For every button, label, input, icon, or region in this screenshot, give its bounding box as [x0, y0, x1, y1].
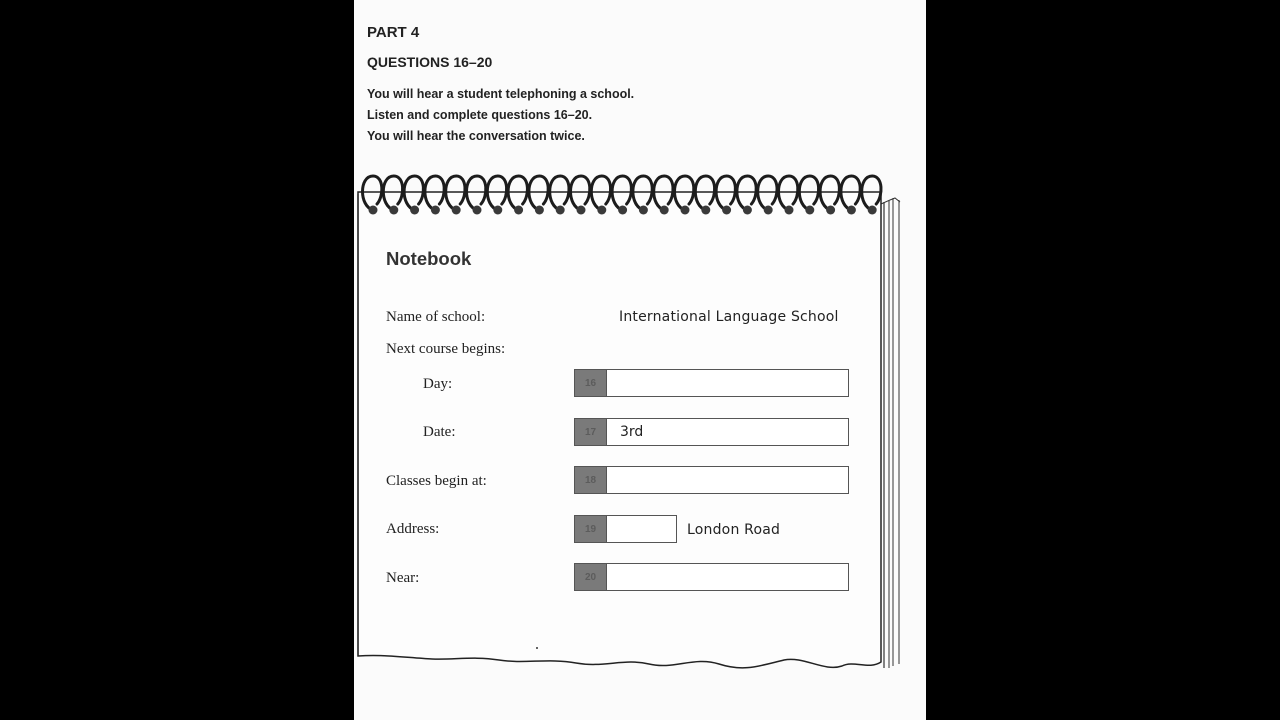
binding-hole	[577, 206, 586, 215]
binding-hole	[410, 206, 419, 215]
binding-hole	[660, 206, 669, 215]
binding-hole	[722, 206, 731, 215]
binding-hole	[473, 206, 482, 215]
binding-hole	[618, 206, 627, 215]
address-answer-field[interactable]	[574, 515, 677, 543]
question-number-20: 20	[575, 564, 607, 590]
binding-hole	[868, 206, 877, 215]
notebook-title: Notebook	[386, 248, 472, 269]
binding-hole	[493, 206, 502, 215]
address-suffix: London Road	[687, 522, 781, 538]
school-value: International Language School	[619, 309, 839, 325]
binding-hole	[514, 206, 523, 215]
address-label: Address:	[386, 521, 440, 537]
date-answer-value: 3rd	[620, 424, 644, 440]
questions-title: QUESTIONS 16–20	[367, 54, 493, 70]
date-answer-field[interactable]	[574, 418, 849, 446]
part-title: PART 4	[367, 24, 420, 41]
binding-hole	[681, 206, 690, 215]
binding-hole	[431, 206, 440, 215]
binding-hole	[535, 206, 544, 215]
worksheet-page	[354, 0, 926, 720]
binding-hole	[597, 206, 606, 215]
classes-answer-field[interactable]	[574, 466, 849, 494]
day-answer-value	[607, 370, 848, 396]
instruction-line-2: Listen and complete questions 16–20.	[367, 108, 593, 122]
binding-hole	[743, 206, 752, 215]
binding-hole	[556, 206, 565, 215]
notebook-illustration	[354, 0, 926, 720]
binding-hole	[369, 206, 378, 215]
binding-hole	[826, 206, 835, 215]
question-number-19: 19	[575, 516, 607, 542]
binding-hole	[639, 206, 648, 215]
binding-hole	[785, 206, 794, 215]
binding-hole	[389, 206, 398, 215]
address-answer-value	[607, 516, 676, 542]
school-label: Name of school:	[386, 309, 486, 325]
classes-label: Classes begin at:	[386, 473, 487, 489]
question-number-18: 18	[575, 467, 607, 493]
day-answer-field[interactable]	[574, 369, 849, 397]
day-label: Day:	[423, 376, 453, 392]
near-answer-field[interactable]	[574, 563, 849, 591]
date-label: Date:	[423, 424, 456, 440]
binding-hole	[764, 206, 773, 215]
classes-answer-value	[607, 467, 848, 493]
binding-hole	[452, 206, 461, 215]
binding-hole	[847, 206, 856, 215]
question-number-16: 16	[575, 370, 607, 396]
instruction-line-3: You will hear the conversation twice.	[367, 129, 585, 143]
next-course-label: Next course begins:	[386, 341, 506, 357]
near-label: Near:	[386, 570, 420, 586]
instruction-line-1: You will hear a student telephoning a school.	[367, 87, 635, 101]
near-answer-value	[607, 564, 848, 590]
question-number-17: 17	[575, 419, 607, 445]
binding-hole	[701, 206, 710, 215]
binding-hole	[805, 206, 814, 215]
